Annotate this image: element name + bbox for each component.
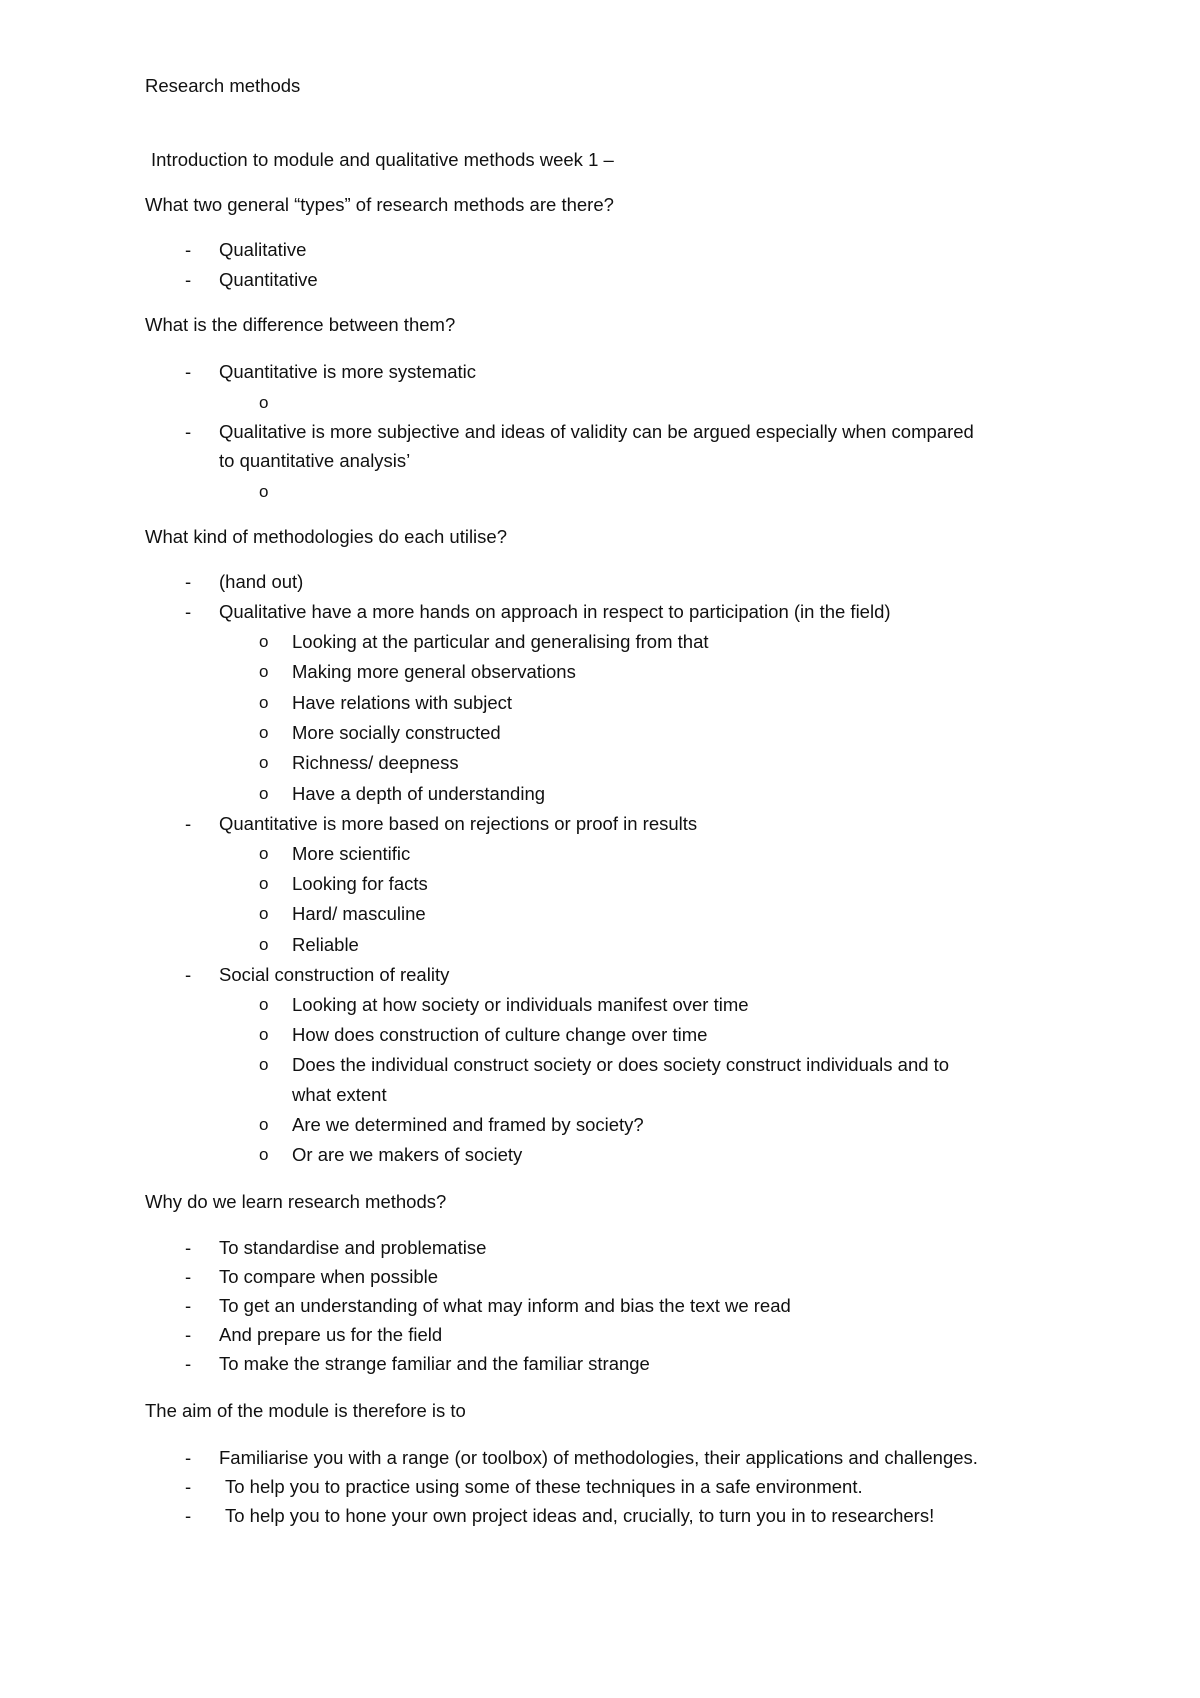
dash-bullet: - [185, 571, 192, 592]
dash-bullet: - [185, 1505, 192, 1526]
sub-bullet: o [259, 935, 269, 954]
list-item: Qualitative have a more hands on approach in respect to participation (in the field) [219, 601, 891, 622]
sub-bullet: o [259, 995, 269, 1014]
dash-bullet: - [185, 269, 192, 290]
list-item: Looking at the particular and generalising from that [292, 631, 709, 652]
section-question: What kind of methodologies do each utilise? [145, 526, 507, 547]
sub-bullet: o [259, 784, 269, 803]
dash-bullet: - [185, 813, 192, 834]
sub-bullet: o [259, 482, 269, 501]
list-item: Have relations with subject [292, 692, 513, 713]
dash-bullet: - [185, 1476, 192, 1497]
list-item-continuation: to quantitative analysis’ [219, 450, 411, 471]
sub-bullet: o [259, 393, 269, 412]
list-item: Or are we makers of society [292, 1144, 523, 1165]
dash-bullet: - [185, 361, 192, 382]
sub-bullet: o [259, 693, 269, 712]
section-question: The aim of the module is therefore is to [145, 1400, 466, 1421]
dash-bullet: - [185, 1324, 192, 1345]
dash-bullet: - [185, 239, 192, 260]
list-item: Hard/ masculine [292, 903, 426, 924]
sub-bullet: o [259, 1115, 269, 1134]
list-item: Quantitative [219, 269, 318, 290]
list-item: To help you to hone your own project ideas and, crucially, to turn you in to researchers! [225, 1505, 935, 1526]
list-item: Richness/ deepness [292, 752, 459, 773]
dash-bullet: - [185, 1447, 192, 1468]
list-item: To make the strange familiar and the familiar strange [219, 1353, 650, 1374]
list-item: Qualitative is more subjective and ideas of validity can be argued especially when compared [219, 421, 974, 442]
dash-bullet: - [185, 1266, 192, 1287]
list-item: Have a depth of understanding [292, 783, 546, 804]
sub-bullet: o [259, 844, 269, 863]
list-item: Are we determined and framed by society? [292, 1114, 644, 1135]
sub-bullet: o [259, 1055, 269, 1074]
list-item: Quantitative is more systematic [219, 361, 477, 382]
sub-bullet: o [259, 632, 269, 651]
list-item: How does construction of culture change over time [292, 1024, 708, 1045]
dash-bullet: - [185, 601, 192, 622]
sub-bullet: o [259, 904, 269, 923]
sub-bullet: o [259, 874, 269, 893]
dash-bullet: - [185, 421, 192, 442]
list-item: Familiarise you with a range (or toolbox) of methodologies, their applications and challenges. [219, 1447, 978, 1468]
list-item: Looking at how society or individuals manifest over time [292, 994, 749, 1015]
list-item-continuation: what extent [292, 1084, 387, 1105]
sub-bullet: o [259, 723, 269, 742]
list-item: Quantitative is more based on rejections or proof in results [219, 813, 698, 834]
list-item: (hand out) [219, 571, 304, 592]
list-item: To help you to practice using some of these techniques in a safe environment. [225, 1476, 863, 1497]
list-item: Social construction of reality [219, 964, 450, 985]
list-item: And prepare us for the field [219, 1324, 443, 1345]
dash-bullet: - [185, 1353, 192, 1374]
section-question: What two general “types” of research methods are there? [145, 194, 614, 215]
list-item: To standardise and problematise [219, 1237, 487, 1258]
section-question: Why do we learn research methods? [145, 1191, 447, 1212]
list-item: Reliable [292, 934, 359, 955]
list-item: To get an understanding of what may inform and bias the text we read [219, 1295, 791, 1316]
list-item: Making more general observations [292, 661, 576, 682]
sub-bullet: o [259, 753, 269, 772]
list-item: More scientific [292, 843, 411, 864]
dash-bullet: - [185, 1237, 192, 1258]
sub-bullet: o [259, 662, 269, 681]
dash-bullet: - [185, 964, 192, 985]
list-item: Does the individual construct society or does society construct individuals and to [292, 1054, 950, 1075]
list-item: To compare when possible [219, 1266, 439, 1287]
document-title: Research methods [145, 75, 301, 96]
list-item: More socially constructed [292, 722, 501, 743]
list-item: Looking for facts [292, 873, 428, 894]
list-item: Qualitative [219, 239, 307, 260]
sub-bullet: o [259, 1025, 269, 1044]
document-subtitle: Introduction to module and qualitative methods week 1 – [151, 149, 614, 170]
section-question: What is the difference between them? [145, 314, 456, 335]
sub-bullet: o [259, 1145, 269, 1164]
dash-bullet: - [185, 1295, 192, 1316]
